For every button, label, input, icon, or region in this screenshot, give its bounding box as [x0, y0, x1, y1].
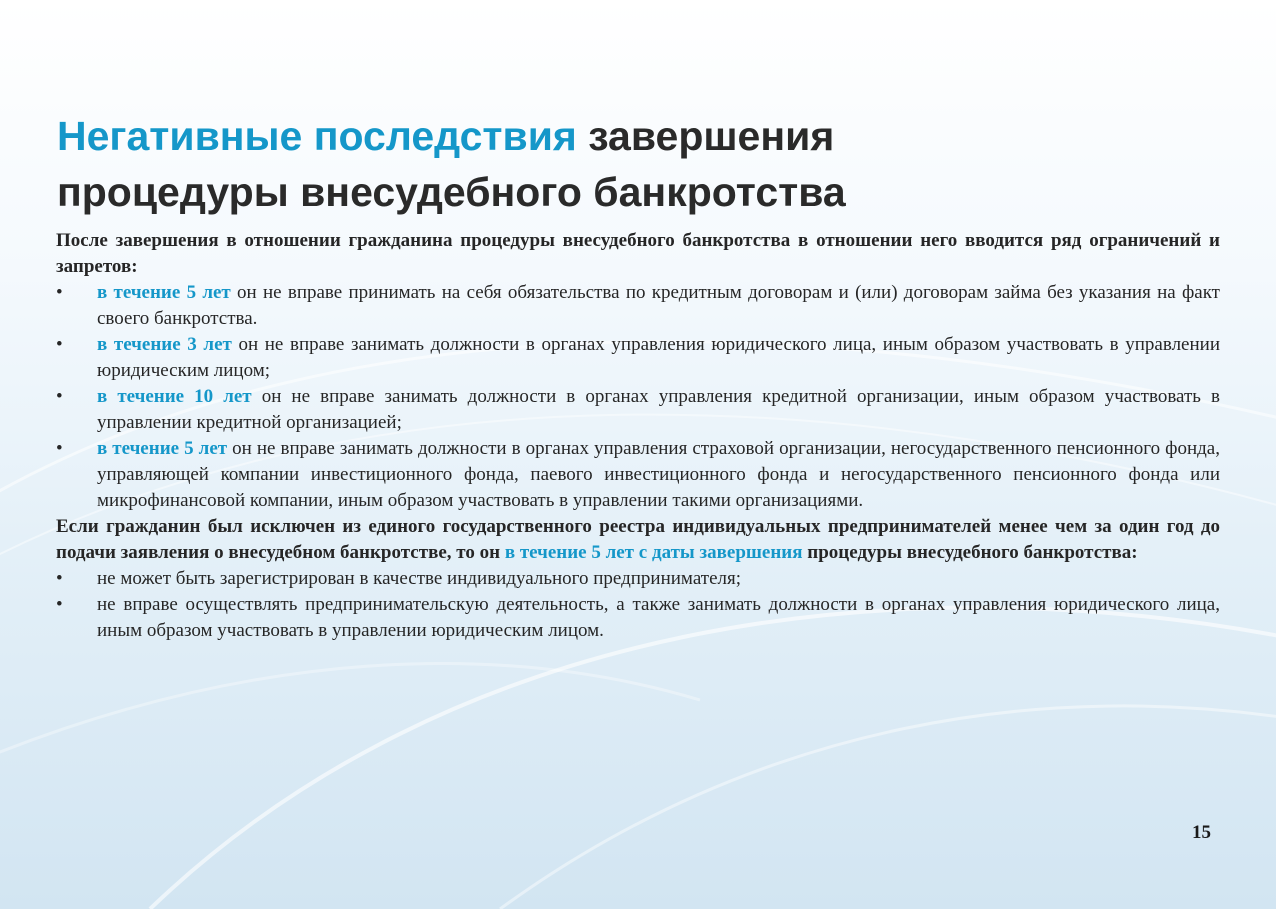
- item-highlight: в течение 5 лет: [97, 282, 231, 303]
- list-item: [56, 384, 1220, 436]
- item-text: не вправе осуществлять предпринимательскую деятельность, а также занимать должности в органах управления юридического лица, иным образом участвовать в управлении юридическим лицом.: [97, 594, 1220, 641]
- condition-highlight: в течение 5 лет с даты завершения: [504, 542, 803, 563]
- intro-paragraph: После завершения в отношении гражданина процедуры внесудебного банкротства в отношении него вводится ряд ограничений и запретов:: [56, 230, 1220, 277]
- list-item: [56, 592, 1220, 644]
- item-text: он не вправе занимать должности в органах управления юридического лица, иным образом участвовать в управлении юридическим лицом;: [97, 334, 1220, 381]
- slide-title: [57, 108, 1057, 220]
- title-rest: завершения процедуры внесудебного банкротства: [57, 113, 846, 215]
- bullet-icon: •: [56, 386, 63, 407]
- item-text: он не вправе занимать должности в органах управления кредитной организации, иным образом участвовать в управлении кредитной организацией;: [97, 386, 1220, 433]
- page-number: 15: [1192, 822, 1211, 843]
- item-text: он не вправе принимать на себя обязательства по кредитным договорам и (или) договорам займа без указания на факт своего банкротства.: [97, 282, 1220, 329]
- item-text: не может быть зарегистрирован в качестве индивидуального предпринимателя;: [97, 568, 742, 589]
- slide-body: [56, 228, 1220, 644]
- condition-before: Если гражданин был исключен из единого государственного реестра индивидуальных предпринимателей менее чем за один год до подачи заявления о внесудебном банкротстве, то он: [56, 516, 1220, 563]
- item-highlight: в течение 5 лет: [97, 438, 228, 459]
- condition-after: процедуры внесудебного банкротства:: [802, 542, 1138, 563]
- condition-paragraph: [56, 514, 1220, 566]
- list-item: [56, 566, 1220, 592]
- item-highlight: в течение 3 лет: [97, 334, 232, 355]
- bullet-icon: •: [56, 334, 63, 355]
- item-text: он не вправе занимать должности в органах управления страховой организации, негосударственного пенсионного фонда, управляющей компании инвестиционного фонда, паевого инвестиционного фонда и негосударственного пенсионного фонда или микрофинансовой компании, иным образом участвовать в управлении такими организациями.: [97, 438, 1220, 511]
- bullet-icon: •: [56, 568, 63, 589]
- bullet-icon: •: [56, 282, 63, 303]
- list-item: [56, 332, 1220, 384]
- title-accent: Негативные последствия: [57, 113, 577, 159]
- list-item: [56, 280, 1220, 332]
- bullet-icon: •: [56, 594, 63, 615]
- item-highlight: в течение 10 лет: [97, 386, 252, 407]
- bullet-icon: •: [56, 438, 63, 459]
- list-item: [56, 436, 1220, 514]
